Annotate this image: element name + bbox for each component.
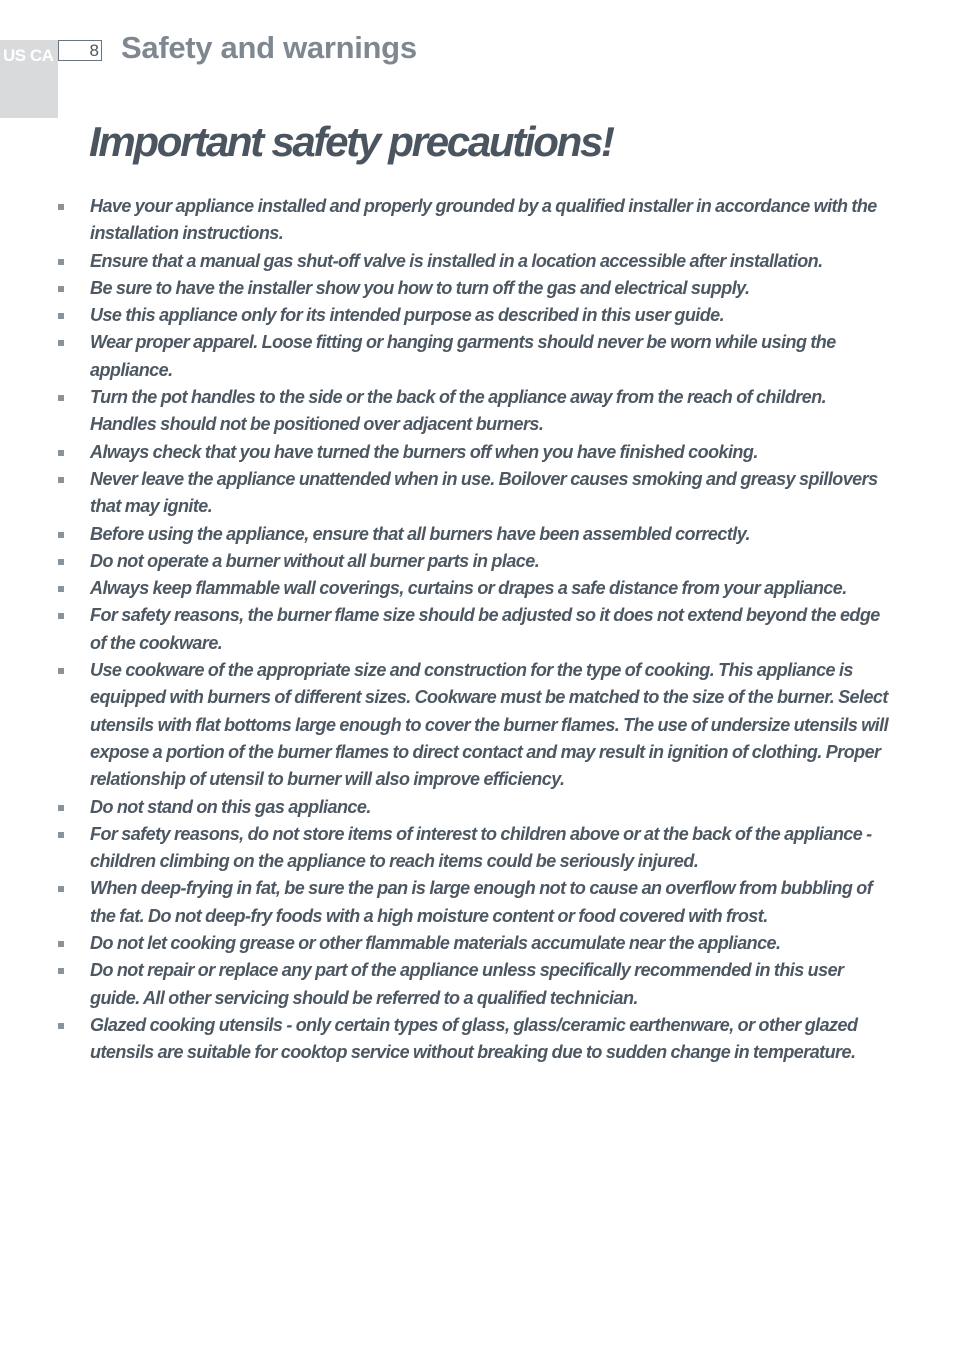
list-item-text: Do not stand on this gas appliance.	[90, 796, 371, 817]
list-item-text: Do not operate a burner without all burner parts in place.	[90, 550, 540, 571]
list-item-text: Be sure to have the installer show you how to turn off the gas and electrical supply.	[90, 277, 750, 298]
list-item-text: Have your appliance installed and properly grounded by a qualified installer in accordance with the installation instructions.	[90, 196, 877, 244]
list-item	[0, 794, 894, 821]
bullet-square-icon	[58, 313, 64, 319]
list-item	[0, 384, 894, 439]
bullet-square-icon	[58, 941, 64, 947]
list-item-text: Always keep flammable wall coverings, curtains or drapes a safe distance from your appliance.	[90, 578, 847, 599]
bullet-square-icon	[58, 613, 64, 619]
list-item-text: Use this appliance only for its intended purpose as described in this user guide.	[90, 305, 725, 326]
list-item	[0, 930, 894, 957]
list-item	[0, 575, 894, 602]
bullet-square-icon	[58, 450, 64, 456]
bullet-square-icon	[58, 668, 64, 674]
list-item	[0, 302, 894, 329]
bullet-square-icon	[58, 1023, 64, 1029]
bullet-square-icon	[58, 259, 64, 265]
page-title: Important safety precautions!	[89, 118, 613, 165]
list-item	[0, 466, 894, 521]
list-item-text: Glazed cooking utensils - only certain types of glass, glass/ceramic earthenware, or other glazed utensils are suitable for cooktop service without breaking due to sudden change in temperature.	[90, 1014, 858, 1063]
page-number-box	[58, 40, 102, 61]
list-item-text: For safety reasons, do not store items of interest to children above or at the back of the appliance - children climbing on the appliance to reach items could be seriously injured.	[90, 823, 872, 872]
list-item-text: Use cookware of the appropriate size and construction for the type of cooking. This appliance is equipped with burners of different sizes. Cookware must be matched to the size of the burner. Select utensils with flat bottoms large enough to cover the burner flames. The use of undersize utensils will expose a portion of the burner flames to direct contact and may result in ignition of clothing. Proper relationship of utensil to burner will also improve efficiency.	[90, 660, 889, 790]
list-item	[0, 329, 894, 384]
list-item-text: Never leave the appliance unattended when in use. Boilover causes smoking and greasy spillovers that may ignite.	[90, 468, 878, 517]
page-number: 8	[89, 41, 99, 60]
bullet-square-icon	[58, 586, 64, 592]
list-item-text: Turn the pot handles to the side or the back of the appliance away from the reach of children. Handles should not be positioned over adjacent burners.	[90, 387, 827, 435]
list-item	[0, 1012, 894, 1067]
list-item	[0, 439, 894, 466]
list-item	[0, 548, 894, 575]
bullet-square-icon	[58, 805, 64, 811]
bullet-square-icon	[58, 286, 64, 292]
list-item	[0, 821, 894, 876]
list-item-text: Wear proper apparel. Loose fitting or hanging garments should never be worn while using the appliance.	[90, 332, 836, 380]
list-item	[0, 657, 894, 793]
bullet-square-icon	[58, 832, 64, 838]
list-item	[0, 275, 894, 302]
list-item-text: For safety reasons, the burner flame size should be adjusted so it does not extend beyond the edge of the cookware.	[90, 605, 880, 653]
list-item	[0, 602, 894, 657]
bullet-square-icon	[58, 395, 64, 401]
locale-label: US CA	[3, 46, 54, 65]
list-item	[0, 875, 894, 930]
list-item-text: When deep-frying in fat, be sure the pan is large enough not to cause an overflow from bubbling of the fat. Do not deep-fry foods with a high moisture content or food covered with frost.	[90, 878, 873, 926]
section-title: Safety and warnings	[121, 30, 417, 65]
list-item	[0, 521, 894, 548]
list-item	[0, 248, 894, 275]
precautions-list	[0, 193, 954, 1067]
list-item-text: Ensure that a manual gas shut-off valve is installed in a location accessible after installation.	[90, 250, 823, 271]
list-item	[0, 193, 894, 248]
list-item-text: Always check that you have turned the burners off when you have finished cooking.	[90, 441, 758, 462]
bullet-square-icon	[58, 340, 64, 346]
bullet-square-icon	[58, 886, 64, 892]
bullet-square-icon	[58, 559, 64, 565]
list-item-text: Do not repair or replace any part of the appliance unless specifically recommended in this user guide. All other servicing should be referred to a qualified technician.	[90, 960, 844, 1008]
bullet-square-icon	[58, 532, 64, 538]
list-item-text: Do not let cooking grease or other flammable materials accumulate near the appliance.	[90, 933, 781, 954]
list-item	[0, 957, 894, 1012]
bullet-square-icon	[58, 477, 64, 483]
bullet-square-icon	[58, 204, 64, 210]
list-item-text: Before using the appliance, ensure that all burners have been assembled correctly.	[90, 523, 750, 544]
bullet-square-icon	[58, 968, 64, 974]
